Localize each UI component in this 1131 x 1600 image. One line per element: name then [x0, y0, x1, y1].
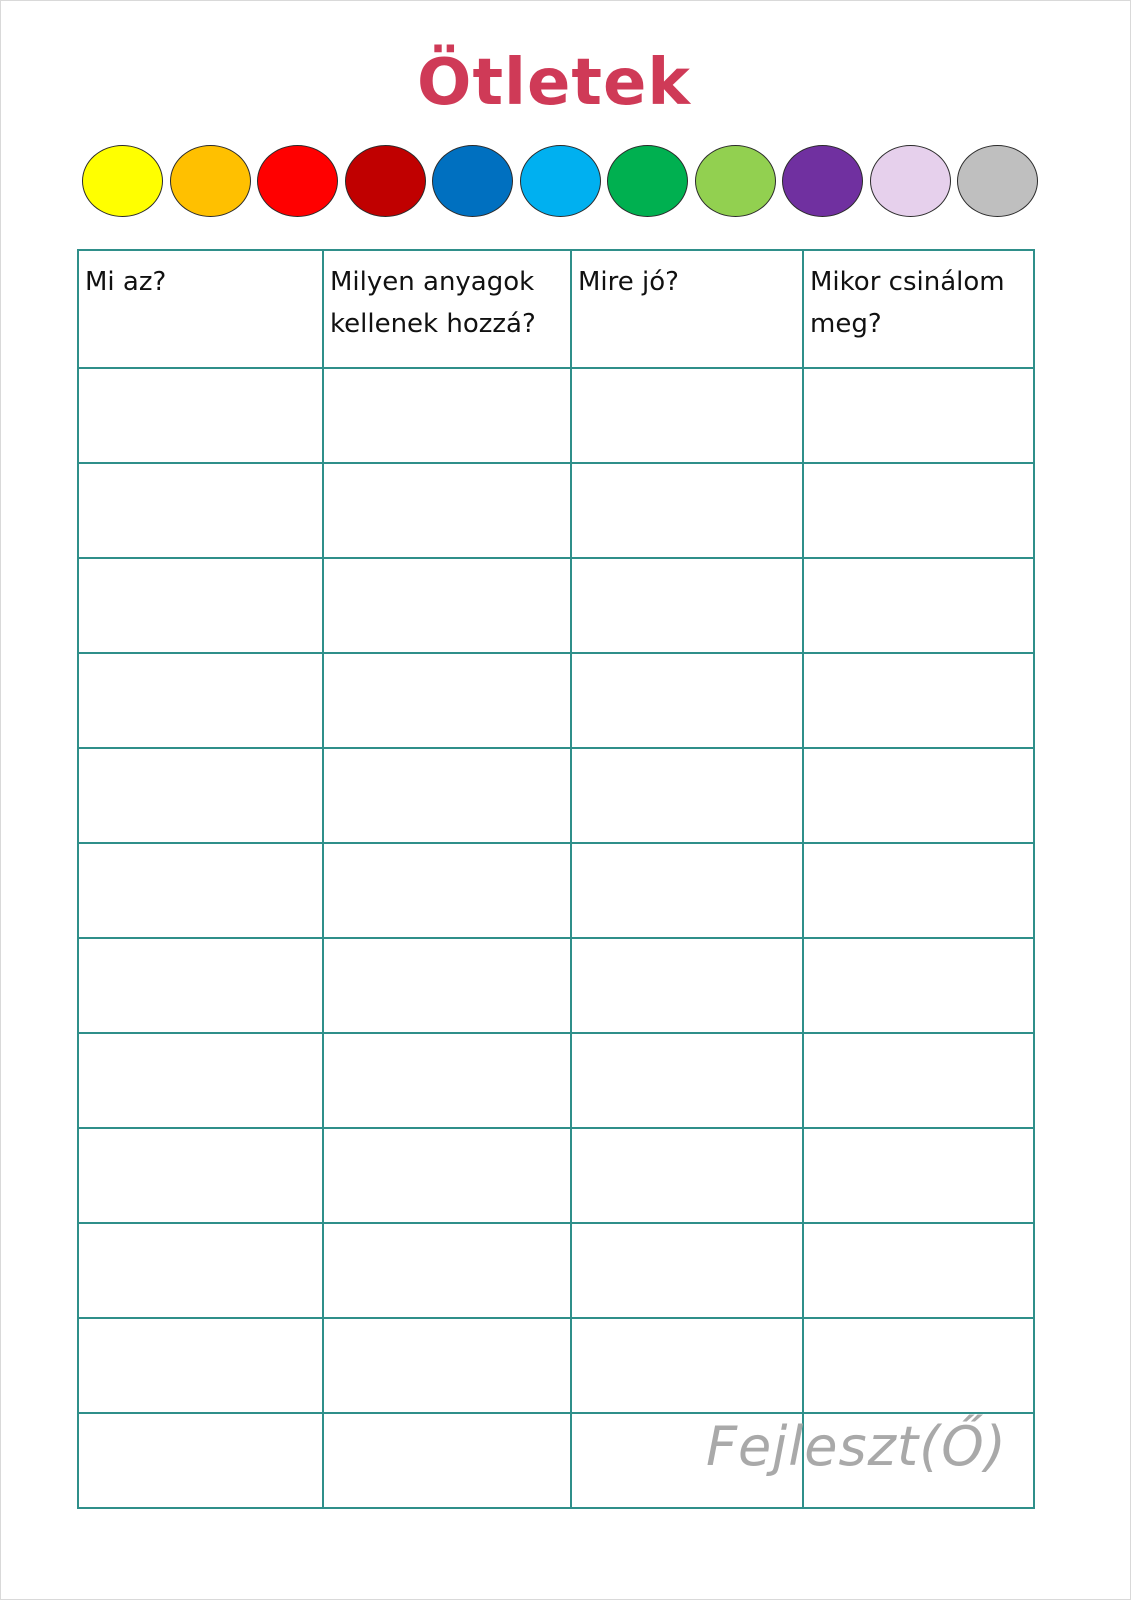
table-cell[interactable] — [78, 843, 323, 938]
color-dot-red — [257, 145, 338, 217]
color-dot-light-blue — [520, 145, 601, 217]
table-cell[interactable] — [78, 463, 323, 558]
color-dot-yellow — [82, 145, 163, 217]
table-cell[interactable] — [323, 938, 571, 1033]
color-dot-green — [607, 145, 688, 217]
table-row — [78, 368, 1034, 463]
color-dot-light-green — [695, 145, 776, 217]
table-cell[interactable] — [571, 938, 803, 1033]
table-cell[interactable] — [803, 558, 1034, 653]
header-label-when: Mikor csinálom meg? — [810, 267, 1005, 339]
table-cell[interactable] — [323, 368, 571, 463]
header-label-materials: Milyen anyagok kellenek hozzá? — [330, 267, 536, 339]
table-cell[interactable] — [571, 558, 803, 653]
table-row — [78, 463, 1034, 558]
table-header-row — [78, 250, 1034, 368]
table-cell[interactable] — [571, 1128, 803, 1223]
table-cell[interactable] — [78, 1223, 323, 1318]
table-cell[interactable] — [323, 1413, 571, 1508]
table-cell[interactable] — [803, 1223, 1034, 1318]
table-row — [78, 558, 1034, 653]
table-cell[interactable] — [571, 1033, 803, 1128]
color-dot-gray — [957, 145, 1038, 217]
table-row — [78, 748, 1034, 843]
color-dot-blue — [432, 145, 513, 217]
table-cell[interactable] — [571, 843, 803, 938]
table-cell[interactable] — [78, 938, 323, 1033]
table-cell[interactable] — [803, 938, 1034, 1033]
table-cell[interactable] — [78, 368, 323, 463]
header-label-what: Mi az? — [85, 267, 167, 297]
table-cell[interactable] — [78, 1033, 323, 1128]
table-cell[interactable] — [78, 558, 323, 653]
table-row — [78, 1033, 1034, 1128]
table-cell[interactable] — [803, 1033, 1034, 1128]
table-cell[interactable] — [323, 748, 571, 843]
header-cell-purpose — [571, 250, 803, 368]
table-row — [78, 938, 1034, 1033]
table-cell[interactable] — [571, 1318, 803, 1413]
table-cell[interactable] — [803, 1318, 1034, 1413]
table-row — [78, 843, 1034, 938]
header-label-purpose: Mire jó? — [578, 267, 679, 297]
table-cell[interactable] — [571, 463, 803, 558]
header-cell-when — [803, 250, 1034, 368]
table-cell[interactable] — [323, 653, 571, 748]
color-dot-orange — [170, 145, 251, 217]
page-title: Ötletek — [417, 46, 691, 120]
table-cell[interactable] — [323, 558, 571, 653]
table-row — [78, 653, 1034, 748]
table-row — [78, 1223, 1034, 1318]
table-cell[interactable] — [803, 368, 1034, 463]
table-cell[interactable] — [571, 368, 803, 463]
table-row — [78, 1128, 1034, 1223]
table-cell[interactable] — [323, 1223, 571, 1318]
table-cell[interactable] — [78, 1318, 323, 1413]
watermark-logo: Fejleszt(Ő) — [706, 1415, 1007, 1478]
table-cell[interactable] — [571, 653, 803, 748]
table-cell[interactable] — [323, 1128, 571, 1223]
table-cell[interactable] — [323, 1033, 571, 1128]
table-cell[interactable] — [803, 653, 1034, 748]
color-dot-lavender — [870, 145, 951, 217]
table-cell[interactable] — [803, 843, 1034, 938]
table-cell[interactable] — [803, 463, 1034, 558]
table-cell[interactable] — [78, 748, 323, 843]
table-cell[interactable] — [78, 1128, 323, 1223]
table-cell[interactable] — [571, 1223, 803, 1318]
table-cell[interactable] — [323, 463, 571, 558]
color-dot-purple — [782, 145, 863, 217]
header-cell-materials — [323, 250, 571, 368]
table-cell[interactable] — [78, 653, 323, 748]
table-cell[interactable] — [323, 843, 571, 938]
table-cell[interactable] — [803, 748, 1034, 843]
table-row — [78, 1318, 1034, 1413]
table-cell[interactable] — [78, 1413, 323, 1508]
color-dot-dark-red — [345, 145, 426, 217]
table-cell[interactable] — [803, 1128, 1034, 1223]
ideas-table — [77, 249, 1035, 1509]
table-cell[interactable] — [571, 748, 803, 843]
header-cell-what — [78, 250, 323, 368]
color-dot-row — [82, 145, 1042, 221]
table-cell[interactable] — [323, 1318, 571, 1413]
